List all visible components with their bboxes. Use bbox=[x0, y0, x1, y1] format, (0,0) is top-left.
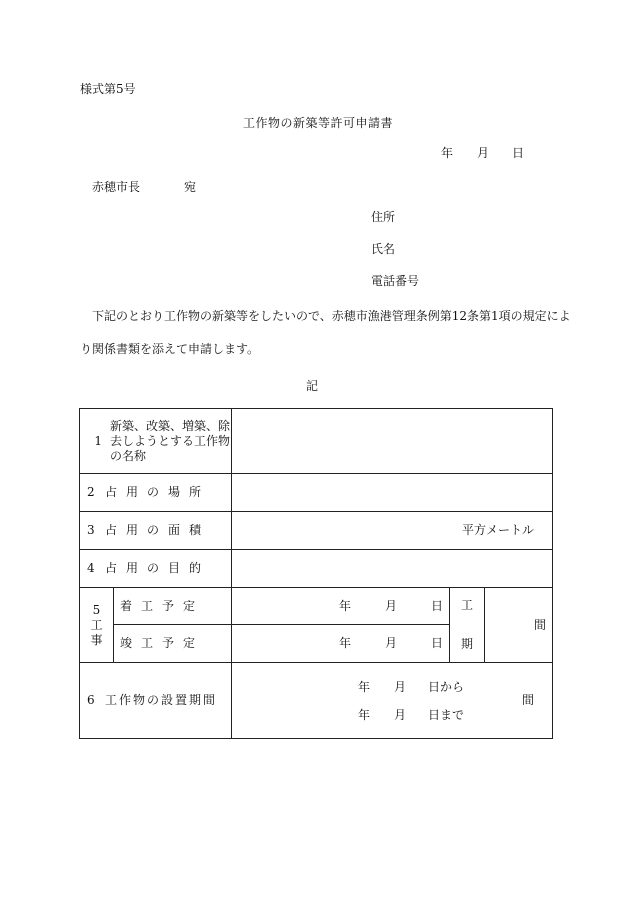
construction-label-char-1: 工 bbox=[90, 617, 103, 632]
date-month-label: 月 bbox=[477, 146, 490, 160]
area-unit-label: 平方メートル bbox=[462, 523, 535, 537]
applicant-name-label: 氏名 bbox=[371, 242, 396, 256]
table-row-construction-start bbox=[80, 588, 553, 625]
table-row-occupancy-location bbox=[80, 474, 553, 512]
occupancy-area-label: 占用の面積 bbox=[105, 523, 211, 537]
end-day-label: 日 bbox=[431, 636, 444, 650]
install-from-month-label: 月 bbox=[394, 679, 407, 694]
occupancy-purpose-value-cell[interactable] bbox=[232, 550, 553, 588]
period-label-char-2: 期 bbox=[461, 637, 474, 651]
section-mark: 記 bbox=[306, 379, 319, 393]
structure-name-label-line-1: 新築、改築、増築、除 bbox=[110, 418, 231, 433]
row-number: 5 bbox=[92, 602, 101, 617]
date-day-label: 日 bbox=[512, 146, 525, 160]
construction-start-label: 着工予定 bbox=[120, 598, 205, 613]
end-month-label: 月 bbox=[385, 636, 398, 650]
row-number: 1 bbox=[94, 433, 102, 448]
form-number: 様式第5号 bbox=[80, 82, 136, 96]
addressee-suffix: 宛 bbox=[184, 180, 197, 194]
install-to-year-label: 年 bbox=[358, 707, 371, 722]
date-year-label: 年 bbox=[441, 146, 454, 160]
structure-name-value-cell[interactable] bbox=[232, 409, 553, 474]
occupancy-purpose-label: 占用の目的 bbox=[105, 561, 211, 575]
structure-name-label-line-2: 去しようとする工作物 bbox=[110, 433, 231, 448]
end-year-label: 年 bbox=[339, 636, 352, 650]
start-month-label: 月 bbox=[385, 598, 398, 613]
applicant-address-label: 住所 bbox=[371, 210, 396, 224]
installation-period-value-cell[interactable] bbox=[232, 663, 553, 739]
installation-period-label: 工作物の設置期間 bbox=[105, 693, 218, 707]
install-to-label: 日まで bbox=[428, 707, 465, 722]
row-number: 6 bbox=[87, 693, 95, 707]
period-duration-label: 間 bbox=[534, 617, 547, 632]
construction-period-label-cell bbox=[450, 588, 485, 663]
occupancy-location-label: 占用の場所 bbox=[105, 485, 211, 499]
install-from-label: 日から bbox=[428, 679, 465, 694]
row-number: 3 bbox=[87, 523, 95, 537]
install-to-month-label: 月 bbox=[394, 707, 407, 722]
document-title: 工作物の新築等許可申請書 bbox=[243, 116, 394, 130]
start-year-label: 年 bbox=[339, 598, 352, 613]
addressee-name: 赤穂市長 bbox=[92, 180, 141, 194]
occupancy-area-label-cell bbox=[80, 512, 232, 550]
construction-end-label-cell bbox=[114, 625, 232, 663]
table-row-occupancy-area bbox=[80, 512, 553, 550]
construction-start-label-cell bbox=[114, 588, 232, 625]
construction-start-date-cell[interactable] bbox=[232, 588, 450, 625]
table-row-installation-period bbox=[80, 663, 553, 739]
install-duration-label: 間 bbox=[522, 693, 535, 707]
installation-period-label-cell bbox=[80, 663, 232, 739]
row-number: 2 bbox=[87, 485, 95, 499]
structure-name-label-cell bbox=[80, 409, 232, 474]
start-day-label: 日 bbox=[431, 598, 444, 613]
table-row-structure-name bbox=[80, 409, 553, 474]
structure-name-label-line-3: の名称 bbox=[110, 448, 147, 463]
body-text-line-2: り関係書類を添えて申請します。 bbox=[80, 342, 260, 356]
construction-label-char-2: 事 bbox=[90, 632, 103, 647]
table-row-occupancy-purpose bbox=[80, 550, 553, 588]
construction-label-cell bbox=[80, 588, 114, 663]
body-text-line-1: 下記のとおり工作物の新築等をしたいので、赤穂市漁港管理条例第12条第1項の規定によ bbox=[92, 309, 571, 323]
occupancy-purpose-label-cell bbox=[80, 550, 232, 588]
applicant-phone-label: 電話番号 bbox=[371, 274, 420, 288]
construction-end-date-cell[interactable] bbox=[232, 625, 450, 663]
occupancy-area-value-cell[interactable] bbox=[232, 512, 553, 550]
install-from-year-label: 年 bbox=[358, 679, 371, 694]
period-label-char-1: 工 bbox=[461, 598, 474, 612]
application-form-table bbox=[79, 408, 553, 739]
construction-end-label: 竣工予定 bbox=[120, 636, 205, 650]
construction-period-value-cell[interactable] bbox=[485, 588, 553, 663]
occupancy-location-label-cell bbox=[80, 474, 232, 512]
row-number: 4 bbox=[87, 561, 95, 575]
occupancy-location-value-cell[interactable] bbox=[232, 474, 553, 512]
